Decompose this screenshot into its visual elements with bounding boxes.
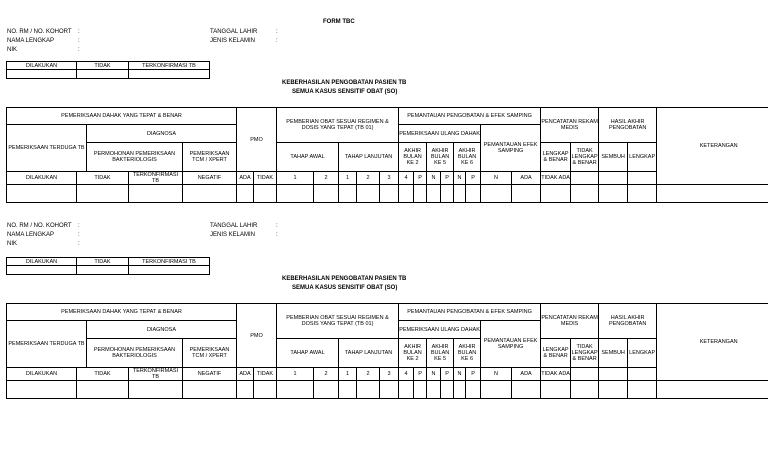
sub-1: 1 — [277, 172, 314, 185]
sub-dilakukan: DILAKUKAN — [7, 172, 77, 185]
header-hasil-akhir: HASIL AKHIR PENGOBATAN — [599, 304, 657, 339]
header-tidak-lengkap: TIDAK LENGKAP & BENAR — [571, 143, 599, 172]
header-pemberian-obat: PEMBERIAN OBAT SESUAI REGIMEN & DOSIS YANG TEPAT (TB 01) — [277, 108, 399, 143]
sub-1: 1 — [277, 368, 314, 381]
sub-tidak: TIDAK — [77, 368, 129, 381]
entry-cell[interactable] — [512, 185, 541, 203]
sub-tidak-pmo: TIDAK — [254, 172, 277, 185]
entry-cell[interactable] — [7, 185, 77, 203]
entry-cell[interactable] — [77, 185, 129, 203]
sub-dilakukan: DILAKUKAN — [7, 368, 77, 381]
header-bulan-5: AKHIR BULAN KE 5 — [427, 143, 454, 172]
sub-p: P — [466, 368, 481, 381]
entry-cell[interactable] — [657, 185, 768, 203]
header-diagnosa: DIAGNOSA — [87, 321, 237, 339]
entry-cell[interactable] — [380, 185, 399, 203]
sub-ada-es: ADA — [512, 172, 541, 185]
status-terkonfirmasi: TERKONFIRMASI TB — [129, 258, 210, 266]
status-cell[interactable] — [77, 70, 129, 79]
sub-1: 1 — [339, 172, 357, 185]
entry-cell[interactable] — [427, 185, 441, 203]
sub-p: P — [466, 172, 481, 185]
treatment-table — [6, 107, 768, 203]
entry-cell[interactable] — [466, 185, 481, 203]
sub-ada-es: ADA — [512, 368, 541, 381]
header-lengkap-benar: LENGKAP & BENAR — [541, 143, 571, 172]
sub-n: N — [481, 172, 512, 185]
status-tidak: TIDAK — [77, 258, 129, 266]
sub-terkonfirmasi: TERKONFIRMASI TB — [129, 368, 183, 381]
sub-2: 2 — [357, 172, 380, 185]
tanggal-lahir-label: TANGGAL LAHIR — [210, 29, 258, 35]
sub-empty — [571, 172, 599, 185]
header-bulan-6: AKHIR BULAN KE 6 — [454, 143, 481, 172]
entry-cell[interactable] — [481, 381, 512, 399]
colon: : — [78, 29, 80, 35]
status-cell[interactable] — [77, 266, 129, 275]
sub-n: N — [454, 368, 466, 381]
entry-cell[interactable] — [454, 381, 466, 399]
header-pemeriksaan-terduga: PEMERIKSAAN TERDUGA TB — [7, 125, 87, 172]
sub-p: P — [441, 172, 454, 185]
sub-negatif: NEGATIF — [183, 368, 237, 381]
entry-cell[interactable] — [380, 381, 399, 399]
header-lengkap: LENGKAP — [628, 339, 657, 368]
sub-2: 2 — [314, 368, 339, 381]
status-cell[interactable] — [129, 70, 210, 79]
entry-cell[interactable] — [414, 381, 427, 399]
sub-empty — [628, 368, 657, 381]
entry-cell[interactable] — [441, 381, 454, 399]
header-hasil-akhir: HASIL AKHIR PENGOBATAN — [599, 108, 657, 143]
entry-cell[interactable] — [512, 381, 541, 399]
status-terkonfirmasi: TERKONFIRMASI TB — [129, 62, 210, 70]
sub-4: 4 — [399, 368, 414, 381]
status-cell[interactable] — [129, 266, 210, 275]
header-tahap-lanjutan: TAHAP LANJUTAN — [339, 339, 399, 368]
sub-empty — [628, 172, 657, 185]
entry-cell[interactable] — [399, 381, 414, 399]
header-permohonan: PERMOHONAN PEMERIKSAAN BAKTERIOLOGIS — [87, 143, 183, 172]
header-bulan-5: AKHIR BULAN KE 5 — [427, 339, 454, 368]
nama-label: NAMA LENGKAP — [7, 232, 55, 238]
header-ulang-dahak: PEMERIKSAAN ULANG DAHAK — [399, 125, 481, 143]
header-efek-samping: PEMANTAUAN EFEK SAMPING — [481, 321, 541, 368]
entry-cell[interactable] — [541, 185, 571, 203]
header-bulan-2: AKHIR BULAN KE 2 — [399, 143, 427, 172]
header-tahap-lanjutan: TAHAP LANJUTAN — [339, 143, 399, 172]
sub-p: P — [414, 172, 427, 185]
entry-cell[interactable] — [339, 381, 357, 399]
header-bulan-6: AKHIR BULAN KE 6 — [454, 339, 481, 368]
header-keterangan: KETERANGAN — [657, 108, 768, 185]
header-pencatatan: PENCATATAN REKAM MEDIS — [541, 108, 599, 143]
status-table — [6, 257, 210, 275]
entry-cell[interactable] — [599, 185, 628, 203]
nama-label: NAMA LENGKAP — [7, 38, 55, 44]
sub-2: 2 — [314, 172, 339, 185]
entry-cell[interactable] — [237, 185, 254, 203]
entry-cell[interactable] — [314, 185, 339, 203]
header-pemantauan: PEMANTAUAN PENGOBATAN & EFEK SAMPING — [399, 108, 541, 125]
sub-4: 4 — [399, 172, 414, 185]
header-pemantauan: PEMANTAUAN PENGOBATAN & EFEK SAMPING — [399, 304, 541, 321]
header-tidak-lengkap: TIDAK LENGKAP & BENAR — [571, 339, 599, 368]
nik-label: NIK — [7, 241, 18, 247]
colon: : — [276, 29, 278, 35]
status-dilakukan: DILAKUKAN — [7, 258, 77, 266]
entry-cell[interactable] — [481, 185, 512, 203]
entry-cell[interactable] — [129, 381, 183, 399]
header-sembuh: SEMBUH — [599, 339, 628, 368]
entry-cell[interactable] — [277, 185, 314, 203]
header-pemberian-obat: PEMBERIAN OBAT SESUAI REGIMEN & DOSIS YANG TEPAT (TB 01) — [277, 304, 399, 339]
sub-n: N — [454, 172, 466, 185]
sub-n: N — [427, 172, 441, 185]
nik-label: NIK — [7, 47, 18, 53]
entry-cell[interactable] — [183, 381, 237, 399]
header-pmo: PMO — [237, 304, 277, 368]
header-sembuh: SEMBUH — [599, 143, 628, 172]
colon: : — [78, 38, 80, 44]
sub-empty — [599, 368, 628, 381]
no-rm-label: NO. RM / NO. KOHORT — [7, 223, 72, 229]
entry-cell[interactable] — [599, 381, 628, 399]
entry-cell[interactable] — [7, 381, 77, 399]
header-tahap-awal: TAHAP AWAL — [277, 339, 339, 368]
section-title-line1: KEBERHASILAN PENGOBATAN PASIEN TB — [282, 276, 407, 282]
status-table — [6, 61, 210, 79]
section-title-line2: SEMUA KASUS SENSITIF OBAT (SO) — [292, 285, 398, 291]
header-lengkap-benar: LENGKAP & BENAR — [541, 339, 571, 368]
entry-cell[interactable] — [657, 381, 768, 399]
entry-cell[interactable] — [466, 381, 481, 399]
sub-3: 3 — [380, 172, 399, 185]
entry-cell[interactable] — [314, 381, 339, 399]
treatment-table — [6, 303, 768, 399]
entry-cell[interactable] — [571, 381, 599, 399]
header-efek-samping: PEMANTAUAN EFEK SAMPING — [481, 125, 541, 172]
entry-cell[interactable] — [77, 381, 129, 399]
header-tcm: PEMERIKSAAN TCM / XPERT — [183, 143, 237, 172]
entry-cell[interactable] — [541, 381, 571, 399]
entry-cell[interactable] — [357, 185, 380, 203]
header-bulan-2: AKHIR BULAN KE 2 — [399, 339, 427, 368]
sub-empty — [571, 368, 599, 381]
entry-cell[interactable] — [277, 381, 314, 399]
status-cell[interactable] — [7, 266, 77, 275]
sub-1: 1 — [339, 368, 357, 381]
sub-ada: ADA — [237, 172, 254, 185]
entry-cell[interactable] — [254, 381, 277, 399]
colon: : — [276, 232, 278, 238]
entry-cell[interactable] — [237, 381, 254, 399]
sub-p: P — [441, 368, 454, 381]
entry-cell[interactable] — [427, 381, 441, 399]
entry-cell[interactable] — [339, 185, 357, 203]
entry-cell[interactable] — [628, 185, 657, 203]
entry-cell[interactable] — [414, 185, 427, 203]
header-diagnosa: DIAGNOSA — [87, 125, 237, 143]
sub-3: 3 — [380, 368, 399, 381]
entry-cell[interactable] — [454, 185, 466, 203]
sub-tidak: TIDAK — [77, 172, 129, 185]
entry-cell[interactable] — [129, 185, 183, 203]
sub-tidak-ada: TIDAK ADA — [541, 172, 571, 185]
section-title-line1: KEBERHASILAN PENGOBATAN PASIEN TB — [282, 80, 407, 86]
status-tidak: TIDAK — [77, 62, 129, 70]
header-tcm: PEMERIKSAAN TCM / XPERT — [183, 339, 237, 368]
status-cell[interactable] — [7, 70, 77, 79]
colon: : — [276, 223, 278, 229]
sub-ada: ADA — [237, 368, 254, 381]
header-pmo: PMO — [237, 108, 277, 172]
sub-n: N — [427, 368, 441, 381]
colon: : — [78, 241, 80, 247]
sub-n: N — [481, 368, 512, 381]
colon: : — [78, 47, 80, 53]
no-rm-label: NO. RM / NO. KOHORT — [7, 29, 72, 35]
sub-tidak-pmo: TIDAK — [254, 368, 277, 381]
jenis-kelamin-label: JENIS KELAMIN — [210, 232, 256, 238]
sub-empty — [599, 172, 628, 185]
colon: : — [78, 223, 80, 229]
tanggal-lahir-label: TANGGAL LAHIR — [210, 223, 258, 229]
header-tahap-awal: TAHAP AWAL — [277, 143, 339, 172]
sub-p: P — [414, 368, 427, 381]
sub-negatif: NEGATIF — [183, 172, 237, 185]
sub-tidak-ada: TIDAK ADA — [541, 368, 571, 381]
header-ulang-dahak: PEMERIKSAAN ULANG DAHAK — [399, 321, 481, 339]
form-title: FORM TBC — [323, 19, 355, 25]
colon: : — [276, 38, 278, 44]
header-keterangan: KETERANGAN — [657, 304, 768, 381]
sub-2: 2 — [357, 368, 380, 381]
entry-cell[interactable] — [254, 185, 277, 203]
header-pencatatan: PENCATATAN REKAM MEDIS — [541, 304, 599, 339]
sub-terkonfirmasi: TERKONFIRMASI TB — [129, 172, 183, 185]
entry-cell[interactable] — [571, 185, 599, 203]
header-pemeriksaan-terduga: PEMERIKSAAN TERDUGA TB — [7, 321, 87, 368]
header-permohonan: PERMOHONAN PEMERIKSAAN BAKTERIOLOGIS — [87, 339, 183, 368]
section-title-line2: SEMUA KASUS SENSITIF OBAT (SO) — [292, 89, 398, 95]
header-pemeriksaan-dahak: PEMERIKSAAN DAHAK YANG TEPAT & BENAR — [7, 304, 237, 321]
colon: : — [78, 232, 80, 238]
entry-cell[interactable] — [628, 381, 657, 399]
entry-cell[interactable] — [183, 185, 237, 203]
header-lengkap: LENGKAP — [628, 143, 657, 172]
status-dilakukan: DILAKUKAN — [7, 62, 77, 70]
header-pemeriksaan-dahak: PEMERIKSAAN DAHAK YANG TEPAT & BENAR — [7, 108, 237, 125]
entry-cell[interactable] — [441, 185, 454, 203]
jenis-kelamin-label: JENIS KELAMIN — [210, 38, 256, 44]
entry-cell[interactable] — [357, 381, 380, 399]
entry-cell[interactable] — [399, 185, 414, 203]
